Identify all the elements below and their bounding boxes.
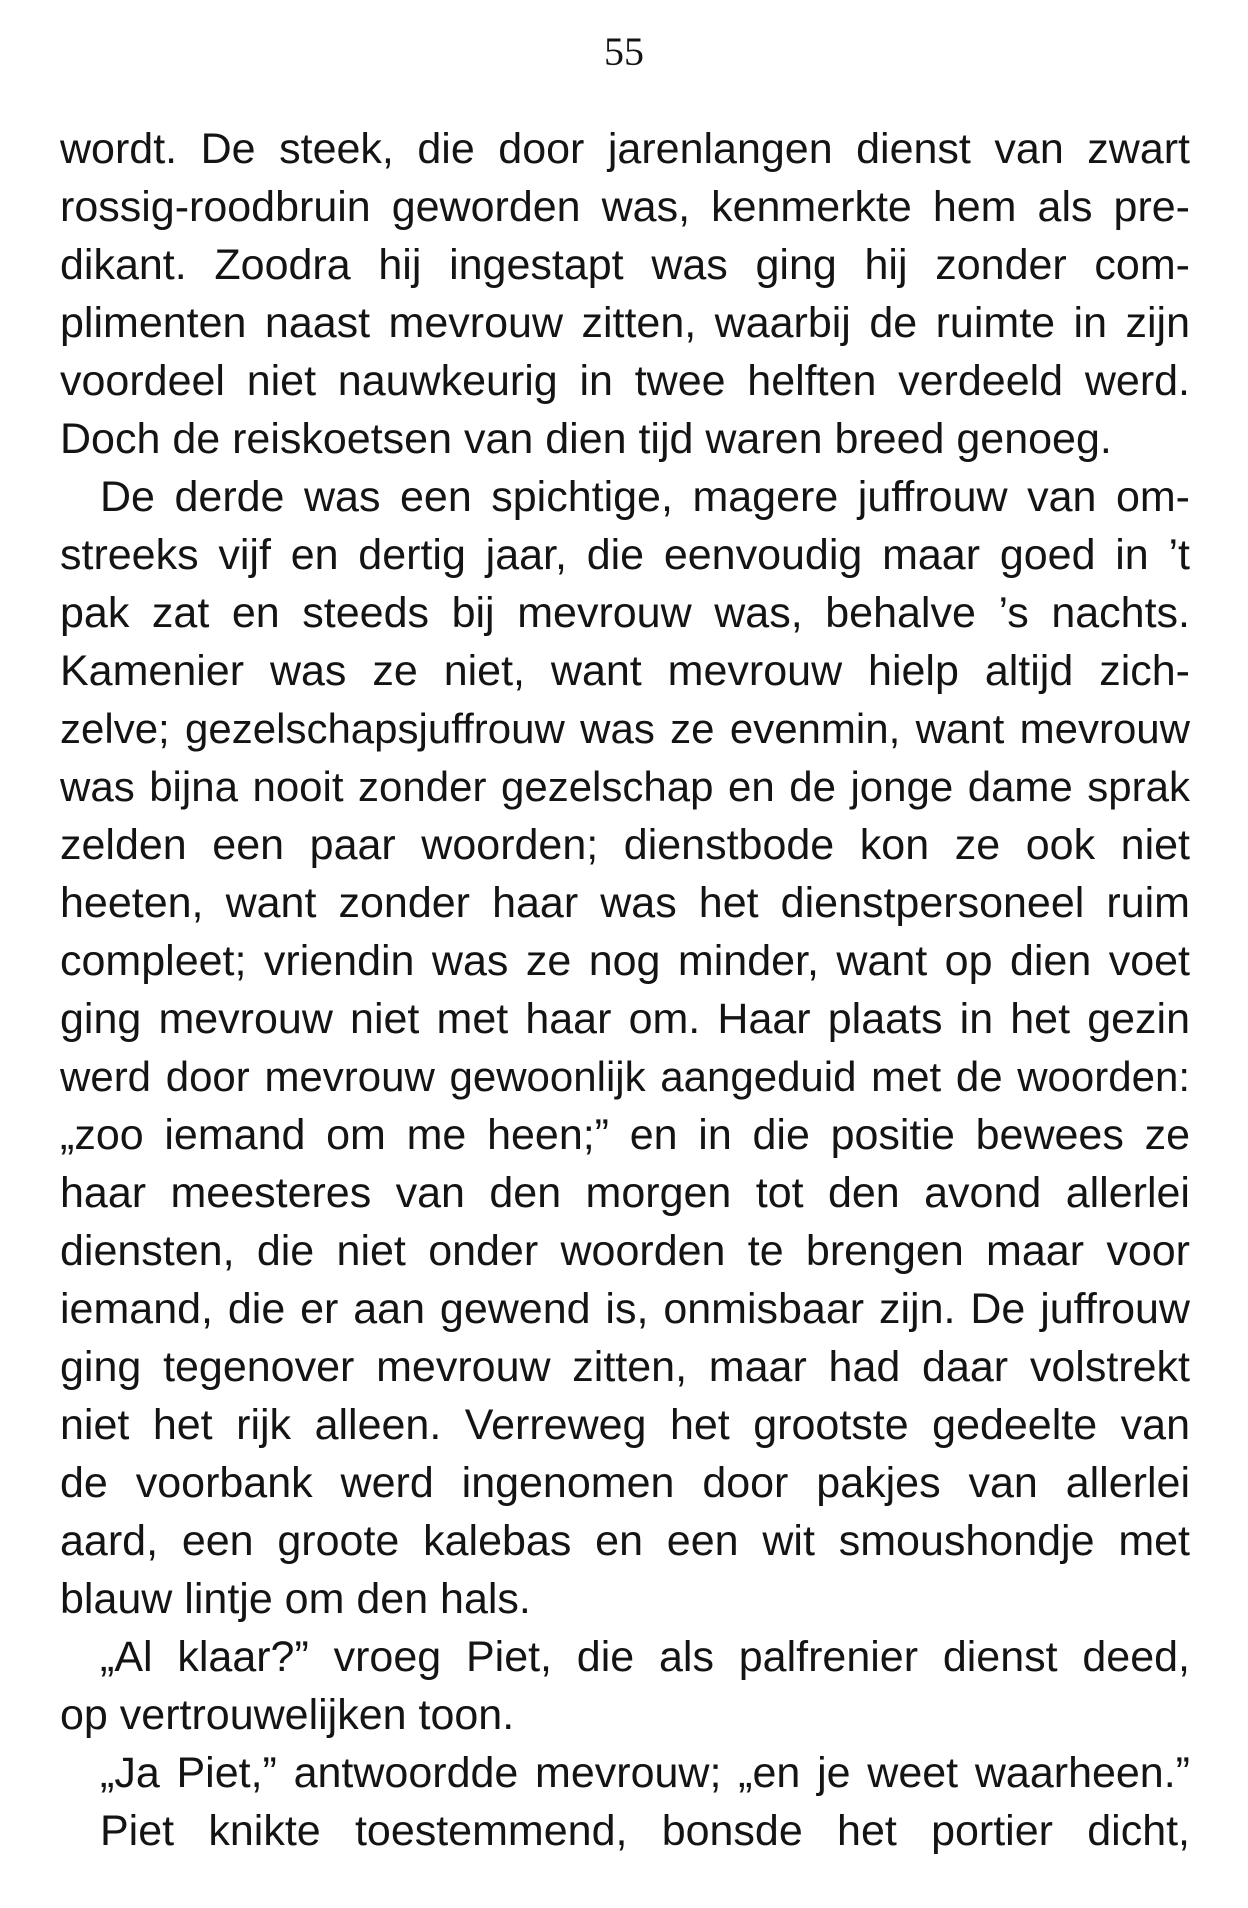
text-line: zelve; gezelschapsjuffrouw was ze evenmin, want mevrouw (60, 705, 1190, 752)
text-line: pak zat en steeds bij mevrouw was, behalve ’s nachts. (60, 589, 1190, 637)
page-number: 55 (604, 29, 644, 74)
text-line: wordt. De steek, die door jarenlangen dienst van zwart (60, 125, 1190, 173)
text-line: iemand, die er aan gewend is, onmisbaar zijn. De juffrouw (60, 1285, 1190, 1333)
text-line: niet het rijk alleen. Verreweg het grootste gedeelte van (60, 1401, 1190, 1449)
text-line: rossig-roodbruin geworden was, kenmerkte hem als pre- (60, 183, 1190, 231)
text-line: heeten, want zonder haar was het dienstpersoneel ruim (60, 879, 1190, 927)
text-line: blauw lintje om den hals. (60, 1575, 531, 1623)
text-line: plimenten naast mevrouw zitten, waarbij de ruimte in zijn (60, 299, 1190, 347)
text-line: compleet; vriendin was ze nog minder, want op dien voet (60, 937, 1190, 985)
text-line: zelden een paar woorden; dienstbode kon ze ook niet (60, 821, 1190, 869)
text-line: de voorbank werd ingenomen door pakjes van allerlei (60, 1459, 1190, 1507)
text-line: ging tegenover mevrouw zitten, maar had daar volstrekt (60, 1343, 1190, 1391)
text-line: haar meesteres van den morgen tot den avond allerlei (60, 1169, 1190, 1217)
body-text (60, 120, 1190, 1860)
text-line: ging mevrouw niet met haar om. Haar plaats in het gezin (60, 995, 1190, 1043)
text-line: „zoo iemand om me heen;” en in die positie bewees ze (60, 1111, 1190, 1159)
text-line: Kamenier was ze niet, want mevrouw hielp altijd zich- (60, 647, 1190, 695)
text-line: Piet knikte toestemmend, bonsde het portier dicht, (100, 1807, 1190, 1855)
text-line: aard, een groote kalebas en een wit smoushondje met (60, 1517, 1190, 1565)
text-line: Doch de reiskoetsen van dien tijd waren breed genoeg. (60, 415, 1112, 463)
text-line: voordeel niet nauwkeurig in twee helften verdeeld werd. (60, 357, 1190, 405)
text-line: op vertrouwelijken toon. (60, 1691, 515, 1739)
text-line: was bijna nooit zonder gezelschap en de jonge dame sprak (60, 763, 1190, 810)
text-line: werd door mevrouw gewoonlijk aangeduid met de woorden: (60, 1053, 1190, 1100)
text-line: „Al klaar?” vroeg Piet, die als palfrenier dienst deed, (100, 1633, 1190, 1681)
text-line: streeks vijf en dertig jaar, die eenvoudig maar goed in ’t (60, 531, 1190, 579)
text-line: diensten, die niet onder woorden te brengen maar voor (60, 1227, 1190, 1275)
text-line: De derde was een spichtige, magere juffrouw van om- (100, 473, 1190, 521)
text-line: dikant. Zoodra hij ingestapt was ging hij zonder com- (60, 241, 1190, 289)
text-line: „Ja Piet,” antwoordde mevrouw; „en je weet waarheen.” (100, 1749, 1190, 1797)
